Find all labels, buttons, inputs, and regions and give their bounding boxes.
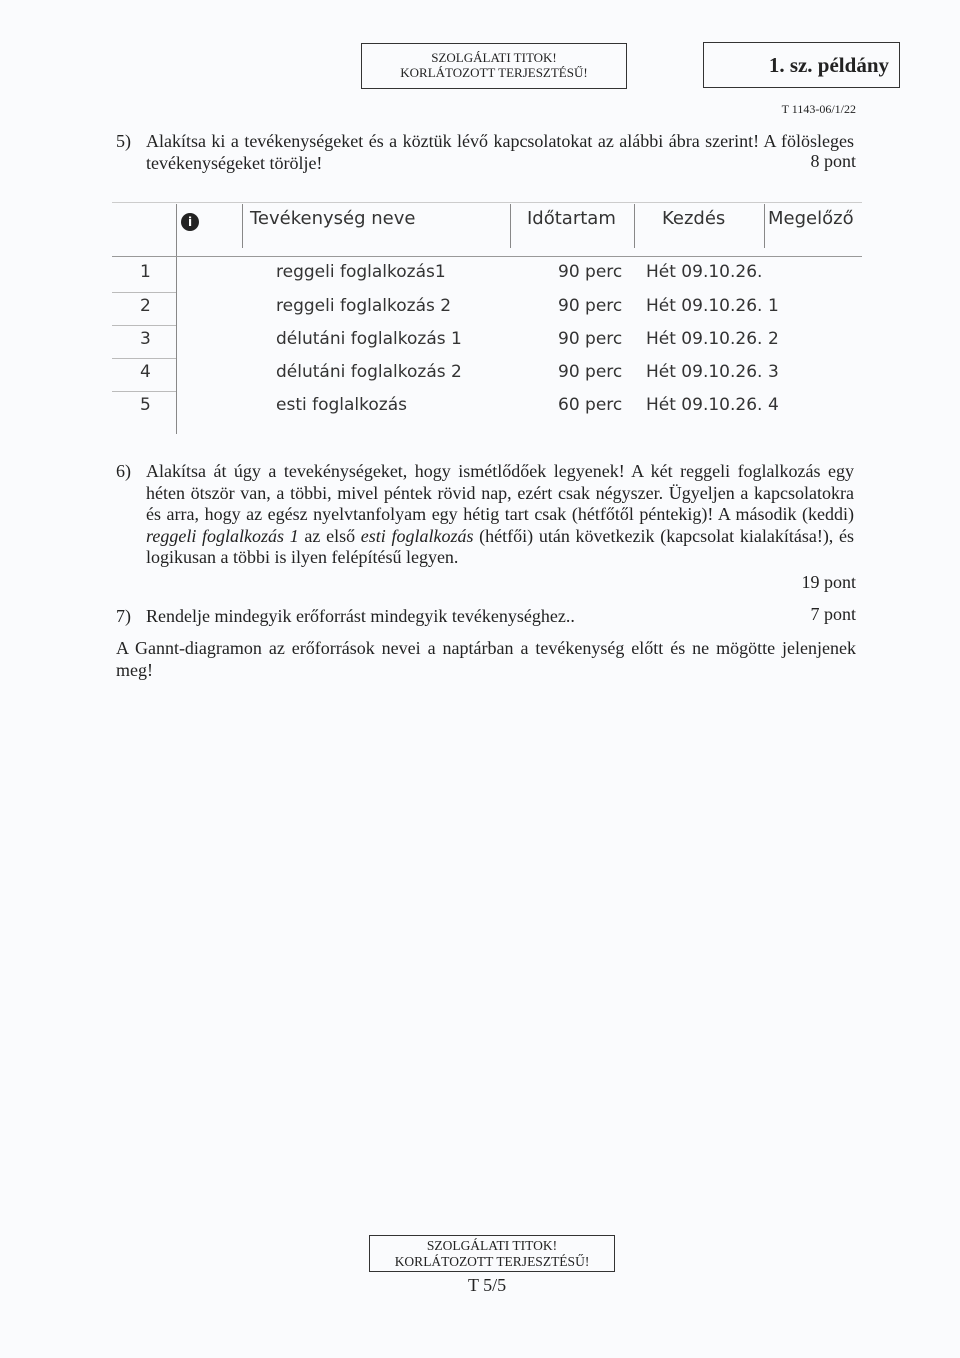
row-name: délutáni foglalkozás 1 [276,329,462,349]
row-start: Hét 09.10.26. [646,329,763,349]
header-name: Tevékenység neve [250,208,416,229]
question-number: 7) [116,606,131,626]
row-duration: 90 perc [558,329,623,349]
info-icon: i [181,213,199,231]
row-id: 5 [140,395,151,415]
row-duration: 60 perc [558,395,623,415]
question-points: 8 pont [810,151,856,171]
row-pred: 4 [768,395,779,415]
row-duration: 90 perc [558,296,623,316]
row-start: Hét 09.10.26. [646,262,763,282]
row-duration: 90 perc [558,362,623,382]
classification-line2: KORLÁTOZOTT TERJESZTÉSŰ! [394,1254,590,1269]
question-number: 6) [116,461,131,481]
header-pred: Megelőző [768,208,854,229]
row-id: 3 [140,329,151,349]
document-id: T 1143-06/1/22 [781,102,856,116]
footer-classification-box [369,1235,615,1272]
row-start: Hét 09.10.26. [646,362,763,382]
row-pred: 2 [768,329,779,349]
row-id: 1 [140,262,151,282]
question-points: 19 pont [801,572,856,592]
row-name: reggeli foglalkozás1 [276,262,446,282]
copy-number-box [703,42,900,88]
classification-line1: SZOLGÁLATI TITOK! [426,1238,558,1253]
row-name: délutáni foglalkozás 2 [276,362,462,382]
row-name: esti foglalkozás [276,395,407,415]
activity-table [112,196,862,436]
classification-box [361,43,627,89]
row-id: 2 [140,296,151,316]
question-points: 7 pont [810,604,856,624]
note-text: A Gannt-diagramon az erőforrások nevei a naptárban a tevékenység előtt és ne mögötte jelenjenek meg! [116,638,856,680]
row-pred: 1 [768,296,779,316]
question-text: Alakítsa át úgy a tevekénységeket, hogy ismétlődőek legyenek! A két reggeli foglalkozás egy héten ötször van, a többi, mivel péntek rövid nap, ezért csak négyszer. Ügyeljen a kapcsolatokra és arra, hogy az egész nyelvtanfolyam egy hétig tart csak (hétfőtől péntekig)! A második (keddi) reggeli foglalkozás 1 az első esti foglalkozás (hétfői) után következik (kapcsolat kialakítása!), és logikusan a többi is ilyen felépítésű legyen. [146,461,854,567]
classification-line1: SZOLGÁLATI TITOK! [431,50,557,65]
row-start: Hét 09.10.26. [646,395,763,415]
question-number: 5) [116,131,131,151]
header-duration: Időtartam [527,208,616,229]
page-number: T 5/5 [468,1275,507,1295]
classification-line2: KORLÁTOZOTT TERJESZTÉSŰ! [400,65,588,80]
question-text: Alakítsa ki a tevékenységeket és a köztük lévő kapcsolatokat az alábbi ábra szerint! A fölösleges tevékenységeket törölje! [146,131,854,173]
row-pred: 3 [768,362,779,382]
row-start: Hét 09.10.26. [646,296,763,316]
row-name: reggeli foglalkozás 2 [276,296,452,316]
question-text: Rendelje mindegyik erőforrást mindegyik tevékenységhez.. [146,606,575,626]
copy-number: 1. sz. példány [768,53,889,77]
row-duration: 90 perc [558,262,623,282]
header-start: Kezdés [662,208,726,229]
row-id: 4 [140,362,151,382]
